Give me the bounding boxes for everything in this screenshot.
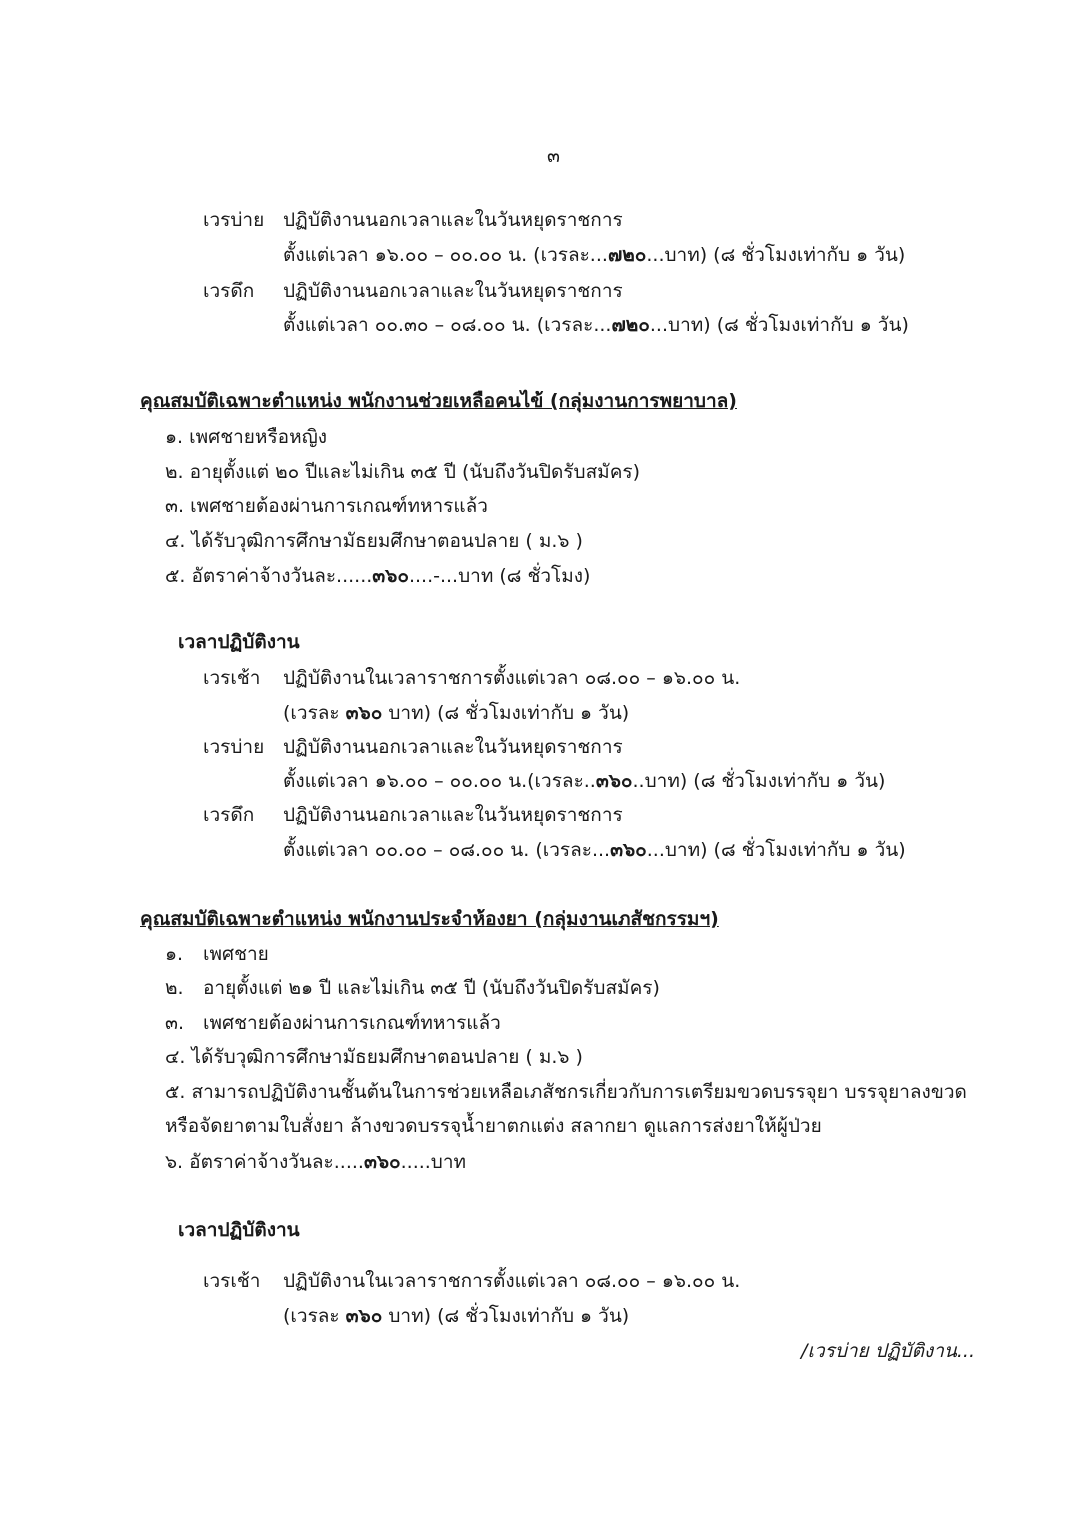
section-heading: คุณสมบัติเฉพาะตำแหน่ง พนักงานช่วยเหลือคนไข้ (กลุ่มงานการพยาบาล): [140, 390, 737, 412]
item-number: ๔.: [165, 530, 186, 552]
item-number: ๑.: [165, 426, 184, 448]
shift-desc: ปฏิบัติงานนอกเวลาและในวันหยุดราชการ: [283, 280, 623, 302]
page-number: ๓: [547, 145, 560, 167]
list-item: [165, 1045, 583, 1069]
list-item: [165, 529, 583, 553]
wage-item: [165, 1150, 466, 1174]
shift-rate: ๓๖๐: [610, 839, 647, 861]
shift-time-b: ...บาท) (๘ ชั่วโมงเท่ากับ ๑ วัน): [646, 839, 906, 861]
list-item: [165, 494, 488, 518]
shift-pm-time: [283, 769, 885, 793]
list-item: [165, 976, 660, 1000]
item-number: ๓.: [165, 1012, 185, 1034]
item-number: ๔.: [165, 1046, 186, 1068]
item-number: ๒.: [165, 977, 184, 999]
rate-pre: (เวรละ: [283, 1305, 346, 1327]
shift-rate: ๓๖๐: [345, 1305, 383, 1327]
item-text: เพศชายต้องผ่านการเกณฑ์ทหารแล้ว: [190, 495, 488, 517]
item-text: อายุตั้งแต่ ๒๑ ปี และไม่เกิน ๓๕ ปี (นับถึงวันปิดรับสมัคร): [203, 977, 660, 999]
work-time-heading: เวลาปฏิบัติงาน: [178, 1219, 300, 1241]
shift-time-a: ตั้งแต่เวลา ๐๐.๐๐ – ๐๘.๐๐ น. (เวรละ...: [283, 839, 611, 861]
shift-night-time: [283, 838, 906, 862]
shift-desc: ปฏิบัติงานในเวลาราชการตั้งแต่เวลา ๐๘.๐๐ – ๑๖.๐๐ น.: [283, 1270, 741, 1292]
shift-night-time: [283, 313, 909, 337]
list-item: [165, 460, 640, 484]
item-number: ๖.: [165, 1151, 184, 1173]
item-number: ๑.: [165, 943, 184, 965]
shift-time-a: ตั้งแต่เวลา ๐๐.๓๐ – ๐๘.๐๐ น. (เวรละ...: [283, 314, 612, 336]
shift-desc: ปฏิบัติงานนอกเวลาและในวันหยุดราชการ: [283, 804, 623, 826]
rate-post: บาท) (๘ ชั่วโมงเท่ากับ ๑ วัน): [382, 702, 630, 724]
wage-pre: อัตราค่าจ้างวันละ......: [191, 565, 373, 587]
item-number: ๓.: [165, 495, 185, 517]
item-text: เพศชาย: [203, 943, 269, 965]
shift-time-a: ตั้งแต่เวลา ๑๖.๐๐ – ๐๐.๐๐ น.(เวรละ..: [283, 770, 596, 792]
shift-time-a: ตั้งแต่เวลา ๑๖.๐๐ – ๐๐.๐๐ น. (เวรละ...: [283, 244, 608, 266]
wage-rate: ๓๖๐: [372, 565, 409, 587]
shift-time-b: ...บาท) (๘ ชั่วโมงเท่ากับ ๑ วัน): [646, 244, 906, 266]
section-heading: คุณสมบัติเฉพาะตำแหน่ง พนักงานประจำห้องยา (กลุ่มงานเภสัชกรรมฯ): [140, 908, 719, 930]
item-text: เพศชายหรือหญิง: [189, 426, 328, 448]
shift-night-line: [203, 279, 623, 303]
shift-rate: ๗๒๐: [607, 244, 647, 266]
shift-desc: ปฏิบัติงานนอกเวลาและในวันหยุดราชการ: [283, 209, 623, 231]
item-number: ๒.: [165, 461, 184, 483]
shift-desc: ปฏิบัติงานในเวลาราชการตั้งแต่เวลา ๐๘.๐๐ – ๑๖.๐๐ น.: [283, 667, 741, 689]
item-text: อายุตั้งแต่ ๒๐ ปีและไม่เกิน ๓๕ ปี (นับถึงวันปิดรับสมัคร): [189, 461, 641, 483]
wage-post: .....บาท: [400, 1151, 467, 1173]
shift-pm-time: [283, 243, 905, 267]
rate-pre: (เวรละ: [283, 702, 346, 724]
item-text: สามารถปฏิบัติงานชั้นต้นในการช่วยเหลือเภสัชกรเกี่ยวกับการเตรียมขวดบรรจุยา บรรจุยาลงขวด: [191, 1081, 967, 1103]
item-number: ๕.: [165, 1081, 186, 1103]
shift-pm-line: [203, 735, 623, 759]
shift-night-line: [203, 803, 623, 827]
wage-post: ....-...บาท (๘ ชั่วโมง): [408, 565, 591, 587]
shift-label: เวรบ่าย: [203, 209, 265, 231]
item-text: เพศชายต้องผ่านการเกณฑ์ทหารแล้ว: [203, 1012, 501, 1034]
shift-pm-line: [203, 208, 623, 232]
item-text: ได้รับวุฒิการศึกษามัธยมศึกษาตอนปลาย ( ม.๖ ): [191, 1046, 583, 1068]
wage-rate: ๓๖๐: [363, 1151, 401, 1173]
shift-label: เวรเช้า: [203, 667, 261, 689]
list-item: [165, 425, 327, 449]
shift-label: เวรดึก: [203, 804, 255, 826]
shift-desc: ปฏิบัติงานนอกเวลาและในวันหยุดราชการ: [283, 736, 623, 758]
shift-am-line: [203, 1269, 740, 1293]
continuation-note: /เวรบ่าย ปฏิบัติงาน...: [801, 1340, 975, 1362]
shift-am-rate: [283, 1304, 629, 1328]
wage-pre: อัตราค่าจ้างวันละ.....: [189, 1151, 364, 1173]
list-item: [165, 942, 269, 966]
list-item: [165, 1080, 967, 1104]
shift-time-b: ..บาท) (๘ ชั่วโมงเท่ากับ ๑ วัน): [632, 770, 886, 792]
shift-label: เวรบ่าย: [203, 736, 265, 758]
shift-am-line: [203, 666, 740, 690]
shift-rate: ๓๖๐: [345, 702, 383, 724]
shift-label: เวรเช้า: [203, 1270, 261, 1292]
work-time-heading: เวลาปฏิบัติงาน: [178, 631, 300, 653]
wage-item: [165, 564, 590, 588]
shift-rate: ๓๖๐: [595, 770, 633, 792]
rate-post: บาท) (๘ ชั่วโมงเท่ากับ ๑ วัน): [382, 1305, 630, 1327]
shift-label: เวรดึก: [203, 280, 255, 302]
item-number: ๕.: [165, 565, 186, 587]
shift-rate: ๗๒๐: [611, 314, 650, 336]
list-item: [165, 1011, 501, 1035]
list-item-continuation: หรือจัดยาตามใบสั่งยา ล้างขวดบรรจุน้ำยาตกแต่ง สลากยา ดูแลการส่งยาให้ผู้ป่วย: [165, 1115, 822, 1137]
item-text: ได้รับวุฒิการศึกษามัธยมศึกษาตอนปลาย ( ม.๖ ): [191, 530, 583, 552]
shift-am-rate: [283, 701, 629, 725]
shift-time-b: ...บาท) (๘ ชั่วโมงเท่ากับ ๑ วัน): [649, 314, 909, 336]
